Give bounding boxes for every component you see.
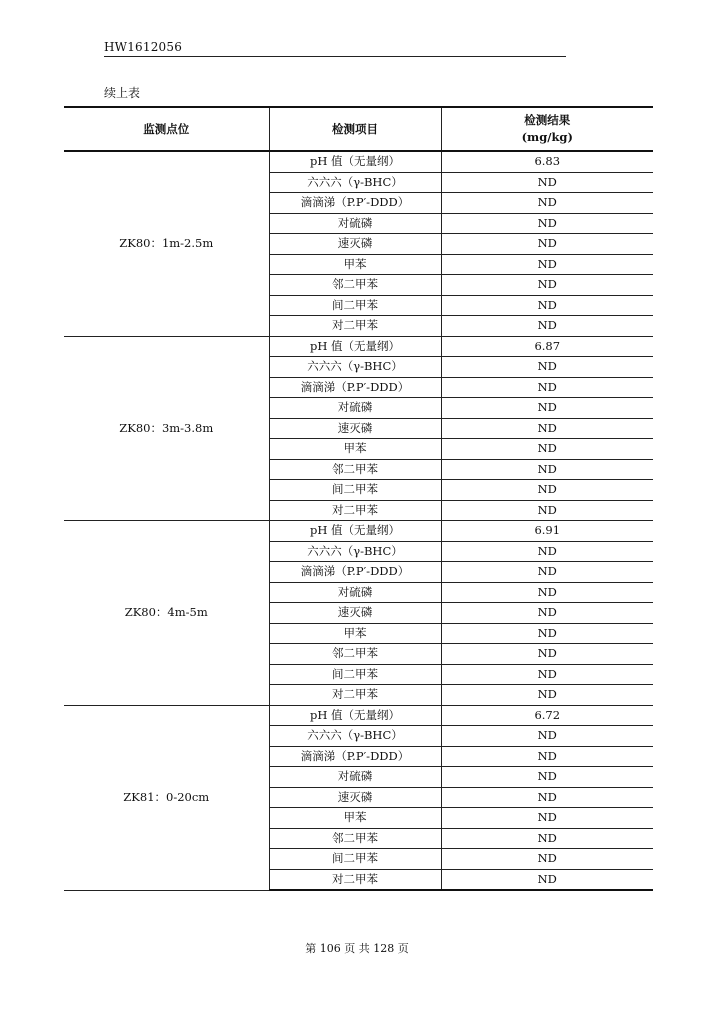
result-cell: ND: [441, 295, 653, 316]
result-cell: ND: [441, 685, 653, 706]
item-cell: 对硫磷: [269, 398, 441, 419]
item-cell: 间二甲苯: [269, 480, 441, 501]
table-row: [64, 521, 653, 542]
result-cell: 6.87: [441, 336, 653, 357]
result-cell: ND: [441, 316, 653, 337]
page-number: 第 106 页 共 128 页: [305, 942, 409, 955]
item-cell: pH 值（无量纲）: [269, 705, 441, 726]
item-cell: 滴滴涕（P.P′-DDD）: [269, 193, 441, 214]
item-cell: 甲苯: [269, 254, 441, 275]
result-cell: ND: [441, 500, 653, 521]
item-cell: 邻二甲苯: [269, 275, 441, 296]
column-header-result-label: 检测结果: [524, 113, 571, 127]
item-cell: 甲苯: [269, 808, 441, 829]
item-cell: 速灭磷: [269, 234, 441, 255]
result-cell: ND: [441, 787, 653, 808]
result-cell: ND: [441, 439, 653, 460]
item-cell: 间二甲苯: [269, 849, 441, 870]
result-cell: ND: [441, 193, 653, 214]
report-id: HW1612056: [104, 40, 183, 54]
location-cell: ZK80：3m-3.8m: [64, 336, 269, 521]
result-cell: ND: [441, 582, 653, 603]
result-cell: 6.83: [441, 151, 653, 172]
column-header-item: 检测项目: [269, 107, 441, 151]
table-row: [64, 151, 653, 172]
item-cell: 六六六（γ-BHC）: [269, 726, 441, 747]
table-row: [64, 705, 653, 726]
result-cell: ND: [441, 357, 653, 378]
result-cell: ND: [441, 377, 653, 398]
result-cell: ND: [441, 726, 653, 747]
column-header-location: 监测点位: [64, 107, 269, 151]
result-cell: ND: [441, 828, 653, 849]
item-cell: 对硫磷: [269, 582, 441, 603]
item-cell: 速灭磷: [269, 787, 441, 808]
location-cell: ZK81：0-20cm: [64, 705, 269, 890]
result-cell: ND: [441, 603, 653, 624]
item-cell: 邻二甲苯: [269, 459, 441, 480]
item-cell: 对硫磷: [269, 767, 441, 788]
item-cell: 滴滴涕（P.P′-DDD）: [269, 746, 441, 767]
result-cell: ND: [441, 664, 653, 685]
item-cell: 对二甲苯: [269, 685, 441, 706]
item-cell: 间二甲苯: [269, 664, 441, 685]
table-row: [64, 336, 653, 357]
result-cell: ND: [441, 767, 653, 788]
item-cell: 邻二甲苯: [269, 828, 441, 849]
item-cell: pH 值（无量纲）: [269, 151, 441, 172]
item-cell: 速灭磷: [269, 418, 441, 439]
item-cell: 甲苯: [269, 623, 441, 644]
result-cell: ND: [441, 849, 653, 870]
result-cell: 6.91: [441, 521, 653, 542]
item-cell: 甲苯: [269, 439, 441, 460]
result-cell: ND: [441, 254, 653, 275]
result-cell: 6.72: [441, 705, 653, 726]
item-cell: 对二甲苯: [269, 869, 441, 890]
result-cell: ND: [441, 234, 653, 255]
item-cell: 滴滴涕（P.P′-DDD）: [269, 377, 441, 398]
result-cell: ND: [441, 480, 653, 501]
location-cell: ZK80：1m-2.5m: [64, 151, 269, 336]
item-cell: 邻二甲苯: [269, 644, 441, 665]
result-cell: ND: [441, 808, 653, 829]
item-cell: 对二甲苯: [269, 316, 441, 337]
result-cell: ND: [441, 459, 653, 480]
table-header-row: [64, 107, 653, 151]
result-cell: ND: [441, 644, 653, 665]
item-cell: 对硫磷: [269, 213, 441, 234]
item-cell: 间二甲苯: [269, 295, 441, 316]
item-cell: 六六六（γ-BHC）: [269, 357, 441, 378]
result-cell: ND: [441, 172, 653, 193]
continued-label: 续上表: [104, 86, 141, 100]
result-cell: ND: [441, 418, 653, 439]
item-cell: 六六六（γ-BHC）: [269, 172, 441, 193]
result-cell: ND: [441, 623, 653, 644]
result-cell: ND: [441, 746, 653, 767]
item-cell: pH 值（无量纲）: [269, 336, 441, 357]
result-cell: ND: [441, 398, 653, 419]
column-header-result: [441, 107, 653, 151]
item-cell: 对二甲苯: [269, 500, 441, 521]
location-cell: ZK80：4m-5m: [64, 521, 269, 706]
result-cell: ND: [441, 213, 653, 234]
item-cell: pH 值（无量纲）: [269, 521, 441, 542]
result-cell: ND: [441, 869, 653, 890]
item-cell: 滴滴涕（P.P′-DDD）: [269, 562, 441, 583]
header-rule: [104, 56, 566, 57]
result-cell: ND: [441, 275, 653, 296]
result-cell: ND: [441, 562, 653, 583]
item-cell: 速灭磷: [269, 603, 441, 624]
results-table: [64, 106, 653, 891]
item-cell: 六六六（γ-BHC）: [269, 541, 441, 562]
column-header-result-unit: (mg/kg): [521, 130, 573, 144]
result-cell: ND: [441, 541, 653, 562]
